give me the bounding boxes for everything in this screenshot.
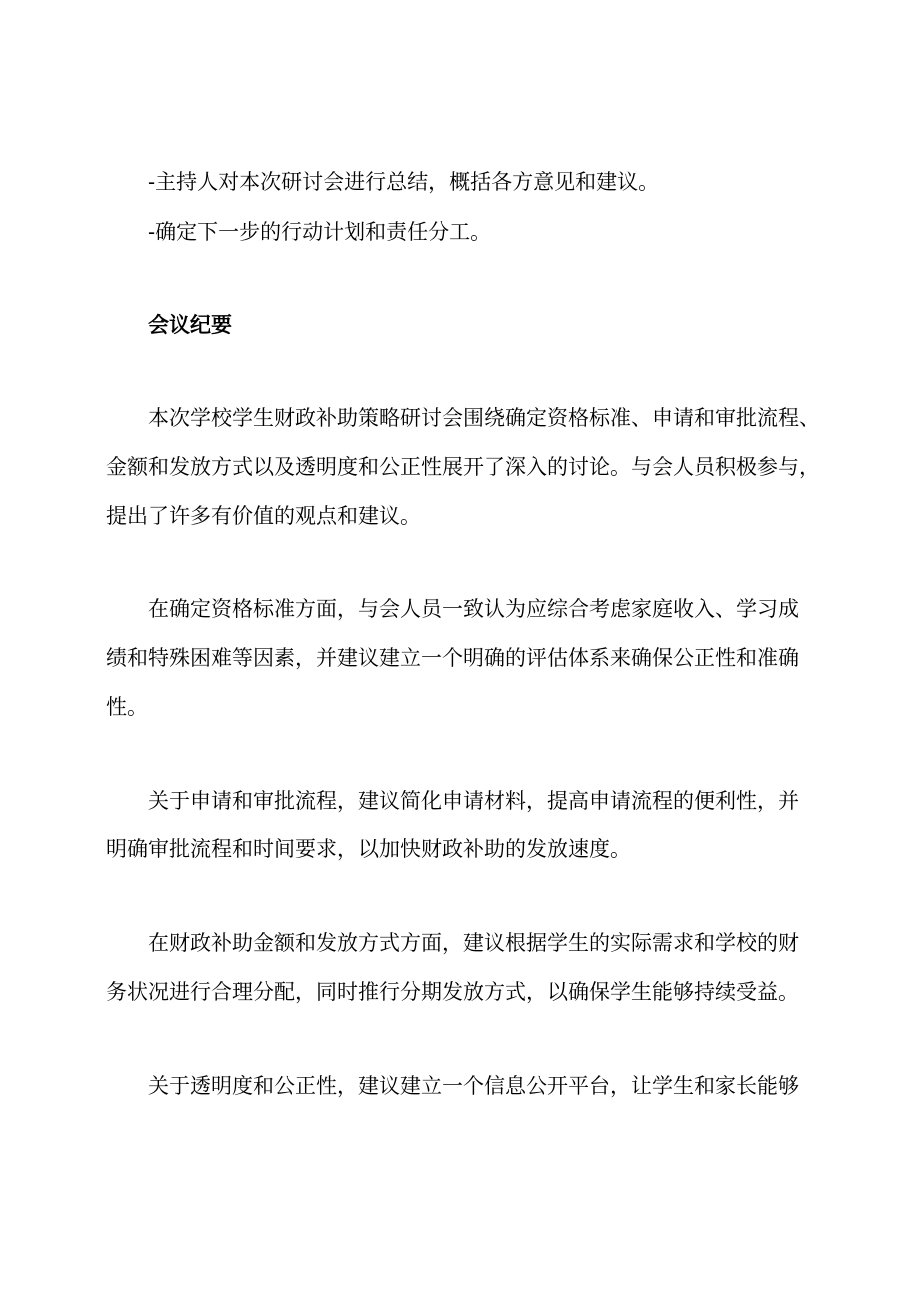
paragraph-2-line-2: 绩和特殊困难等因素，并建议建立一个明确的评估体系来确保公正性和准确 bbox=[106, 646, 799, 670]
paragraph-3-line-1: 关于申请和审批流程，建议简化申请材料，提高申请流程的便利性，并 bbox=[148, 789, 799, 813]
section-heading: 会议纪要 bbox=[148, 313, 232, 337]
paragraph-4-line-2: 务状况进行合理分配，同时推行分期发放方式，以确保学生能够持续受益。 bbox=[106, 980, 799, 1004]
paragraph-2-line-3: 性。 bbox=[106, 695, 148, 719]
paragraph-2-line-1: 在确定资格标准方面，与会人员一致认为应综合考虑家庭收入、学习成 bbox=[148, 597, 799, 621]
paragraph-1-line-1: 本次学校学生财政补助策略研讨会围绕确定资格标准、申请和审批流程、 bbox=[148, 406, 820, 430]
paragraph-5-line-1: 关于透明度和公正性，建议建立一个信息公开平台，让学生和家长能够 bbox=[148, 1074, 799, 1098]
paragraph-3-line-2: 明确审批流程和时间要求，以加快财政补助的发放速度。 bbox=[106, 837, 631, 861]
bullet-summary: -主持人对本次研讨会进行总结，概括各方意见和建议。 bbox=[148, 170, 660, 194]
paragraph-1-line-3: 提出了许多有价值的观点和建议。 bbox=[106, 504, 421, 528]
paragraph-1-line-2: 金额和发放方式以及透明度和公正性展开了深入的讨论。与会人员积极参与， bbox=[106, 455, 820, 479]
paragraph-4-line-1: 在财政补助金额和发放方式方面，建议根据学生的实际需求和学校的财 bbox=[148, 931, 799, 955]
bullet-action-plan: -确定下一步的行动计划和责任分工。 bbox=[148, 220, 492, 244]
